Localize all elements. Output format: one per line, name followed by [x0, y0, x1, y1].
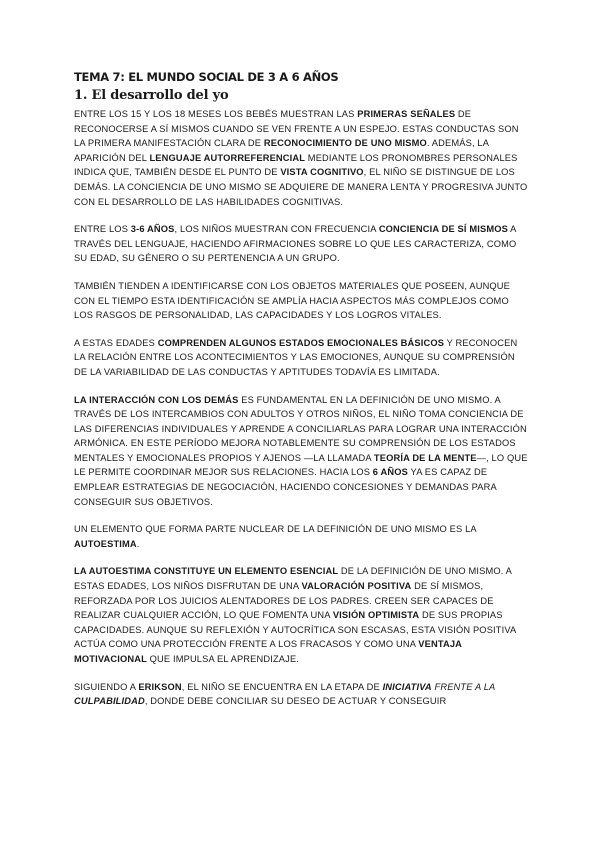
- paragraph-text: SIGUIENDO A: [74, 681, 139, 692]
- paragraph-text: . ADEMÁS, LA APARICIÓN DEL: [74, 138, 489, 163]
- paragraph-text: , LOS NIÑOS MUESTRAN CON FRECUENCIA: [174, 224, 379, 235]
- paragraph: [74, 393, 528, 510]
- paragraph-text: TAMBIÉN TIENDEN A IDENTIFICARSE CON LOS OBJETOS MATERIALES QUE POSEEN, AUNQUE CON EL TIEMPO ESTA IDENTIFICACIÓN SE AMPLÍA HACIA ASPECTOS MÁS COMPLEJOS COMO LOS RASGOS DE PERSONALIDAD, LAS CAPACIDADES Y LOS LOGROS VITALES.: [74, 280, 511, 321]
- emphasis-text: LA AUTOESTIMA CONSTITUYE UN ELEMENTO ESENCIAL: [74, 566, 339, 577]
- paragraph: [74, 522, 528, 551]
- paragraph-text: .: [136, 538, 140, 549]
- emphasis-text: VISIÓN OPTIMISTA: [332, 610, 420, 621]
- section-heading: 1. El desarrollo del yo: [74, 88, 229, 103]
- emphasis-text: CULPABILIDAD: [74, 696, 145, 707]
- paragraph-text: MEDIANTE LOS PRONOMBRES PERSONALES INDICA QUE, TAMBIÉN DESDE EL PUNTO DE: [74, 152, 518, 178]
- emphasis-text: INICIATIVA: [382, 681, 432, 692]
- emphasis-text: 6 AÑOS: [372, 467, 408, 478]
- paragraph-text: DE LA DEFINICIÓN DE UNO MISMO. A ESTAS EDADES, LOS NIÑOS DISFRUTAN DE UNA: [74, 566, 512, 592]
- paragraph-text: DE RECONOCERSE A SÍ MISMOS CUANDO SE VEN FRENTE A UN ESPEJO. ESTAS CONDUCTAS SON LA PRIMERA MANIFESTACIÓN CLARA DE: [74, 109, 519, 149]
- paragraph-text: FRENTE A LA: [431, 681, 496, 692]
- paragraph: [74, 107, 528, 209]
- paragraph-text: DE SÍ MISMOS, REFORZADA POR LOS JUICIOS ALENTADORES DE LOS PADRES. CREEN SER CAPACES DE REALIZAR CUALQUIER ACCIÓN, LO QUE FOMENTA UNA: [74, 581, 494, 621]
- paragraph: [74, 222, 528, 266]
- paragraph: [74, 336, 528, 380]
- paragraph-text: —, LO QUE LE PERMITE COORDINAR MEJOR SUS RELACIONES. HACIA LOS: [74, 452, 528, 478]
- document-title: TEMA 7: EL MUNDO SOCIAL DE 3 A 6 AÑOS: [74, 70, 339, 84]
- emphasis-text: RECONOCIMIENTO DE UNO MISMO: [263, 138, 427, 149]
- paragraph-text: ENTRE LOS: [74, 224, 131, 235]
- paragraph-text: , EL NIÑO SE DISTINGUE DE LOS DEMÁS. LA CONCIENCIA DE UNO MISMO SE ADQUIERE DE MANERA LENTA Y PROGRESIVA JUNTO CON EL DESARROLLO DE LAS HABILIDADES COGNITIVAS.: [74, 167, 528, 207]
- emphasis-text: VISTA COGNITIVO: [280, 167, 364, 178]
- paragraph-text: UN ELEMENTO QUE FORMA PARTE NUCLEAR DE LA DEFINICIÓN DE UNO MISMO ES LA: [74, 524, 477, 535]
- paragraph: [74, 279, 528, 323]
- emphasis-text: ERIKSON: [138, 681, 182, 692]
- paragraph-text: A ESTAS EDADES: [74, 337, 158, 348]
- paragraph-text: DE SUS PROPIAS CAPACIDADES. AUNQUE SU REFLEXIÓN Y AUTOCRÍTICA SON ESCASAS, ESTA VISIÓN POSITIVA ACTÚA COMO UNA PROTECCIÓN FRENTE A LOS FRACASOS Y COMO UNA: [74, 610, 516, 650]
- emphasis-text: VALORACIÓN POSITIVA: [301, 581, 412, 592]
- emphasis-text: TEORÍA DE LA MENTE: [373, 452, 477, 463]
- emphasis-text: VENTAJA MOTIVACIONAL: [74, 639, 462, 664]
- paragraph-text: QUE IMPULSA EL APRENDIZAJE.: [146, 654, 300, 664]
- paragraph-text: YA ES CAPAZ DE EMPLEAR ESTRATEGIAS DE NEGOCIACIÓN, HACIENDO CONCESIONES Y DEMANDAS PARA CONSEGUIR SUS OBJETIVOS.: [74, 467, 497, 507]
- paragraph-text: ES FUNDAMENTAL EN LA DEFINICIÓN DE UNO MISMO. A TRAVÉS DE LOS INTERCAMBIOS CON ADULTOS Y OTROS NIÑOS, EL NIÑO TOMA CONCIENCIA DE LAS DIFERENCIAS INDIVIDUALES Y APRENDE A CONCILIARLAS PARA LOGRAR UNA INTERACCIÓN ARMÓNICA. EN ESTE PERÍODO MEJORA NOTABLEMENTE SU COMPRENSIÓN DE LOS ESTADOS MENTALES Y EMOCIONALES PROPIOS Y AJENOS —LA LLAMADA: [74, 394, 527, 463]
- paragraph: [74, 680, 528, 709]
- paragraph-text: , EL NIÑO SE ENCUENTRA EN LA ETAPA DE: [181, 681, 383, 692]
- paragraph-text: Y RECONOCEN LA RELACIÓN ENTRE LOS ACONTECIMIENTOS Y LAS EMOCIONES, AUNQUE SU COMPRENSIÓN DE LA VARIABILIDAD DE LAS CONDUCTAS Y APTITUDES TODAVÍA ES LIMITADA.: [74, 337, 518, 377]
- emphasis-text: LA INTERACCIÓN CON LOS DEMÁS: [74, 394, 239, 405]
- emphasis-text: AUTOESTIMA: [74, 538, 137, 549]
- document-body: [74, 107, 528, 709]
- paragraph-text: , DONDE DEBE CONCILIAR SU DESEO DE ACTUAR Y CONSEGUIR: [144, 696, 447, 707]
- emphasis-text: LENGUAJE AUTORREFERENCIAL: [149, 152, 306, 163]
- paragraph-text: A TRAVÉS DEL LENGUAJE, HACIENDO AFIRMACIONES SOBRE LO QUE LES CARACTERIZA, COMO SU EDAD, SU GÉNERO O SU PERTENENCIA A UN GRUPO.: [74, 224, 517, 264]
- emphasis-text: CONCIENCIA DE SÍ MISMOS: [378, 224, 508, 235]
- emphasis-text: 3-6 AÑOS: [130, 224, 175, 235]
- paragraph-text: ENTRE LOS 15 Y LOS 18 MESES LOS BEBÉS MUESTRAN LAS: [74, 109, 358, 119]
- emphasis-text: COMPRENDEN ALGUNOS ESTADOS EMOCIONALES BÁSICOS: [157, 337, 445, 348]
- emphasis-text: PRIMERAS SEÑALES: [357, 109, 456, 119]
- paragraph: [74, 564, 528, 666]
